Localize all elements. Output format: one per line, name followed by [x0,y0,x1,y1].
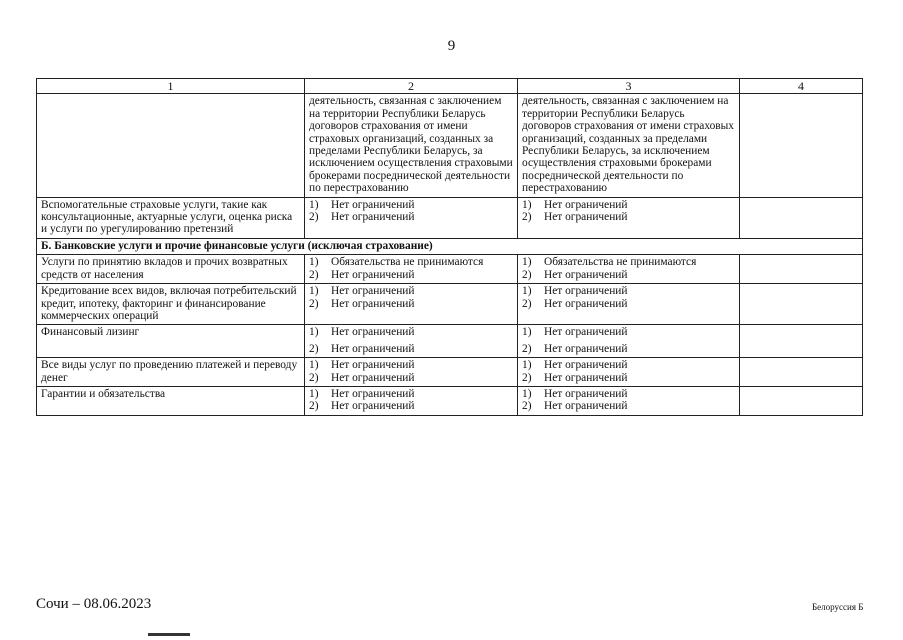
table-row [37,284,863,325]
option-number: 1) [522,198,532,211]
cell-additional [740,197,863,238]
option-number: 1) [522,387,532,400]
option-line [309,269,513,281]
option-number: 1) [309,198,319,211]
option-line [309,326,513,338]
option-text: Нет ограничений [544,400,628,413]
option-number: 2) [522,400,532,413]
option-text: Нет ограничений [331,326,415,339]
cell-national-treatment [518,386,740,415]
option-number: 2) [309,371,319,384]
cell-service: Все виды услуг по проведению платежей и переводу денег [37,358,305,387]
option-number: 1) [309,359,319,372]
option-text: Нет ограничений [544,211,628,224]
option-line [309,211,513,223]
option-line [522,269,735,281]
cell-additional [740,94,863,197]
cell-national-treatment: деятельность, связанная с заключением на территории Республики Беларусь договоров страхования от имени страховых организаций, созданных за пределами Республики Беларусь, за исключением осуществления страховыми брокерами посреднической деятельности по перестрахованию [518,94,740,197]
cell-additional [740,284,863,325]
option-line [522,326,735,338]
option-number: 2) [309,400,319,413]
table-row [37,94,863,197]
option-line [309,388,513,400]
table-header-row [37,79,863,94]
option-line [522,211,735,223]
option-text: Нет ограничений [331,211,415,224]
column-header-2: 2 [305,79,518,94]
option-text: Нет ограничений [331,371,415,384]
option-number: 1) [309,256,319,269]
cell-service: Гарантии и обязательства [37,386,305,415]
option-number: 1) [309,326,319,339]
option-text: Нет ограничений [331,198,415,211]
cell-national-treatment [518,284,740,325]
option-text: Нет ограничений [544,387,628,400]
option-line [309,285,513,297]
option-text: Нет ограничений [331,342,415,355]
table-row [37,255,863,284]
cell-service: Финансовый лизинг [37,325,305,358]
option-line [309,256,513,268]
option-number: 1) [522,256,532,269]
cell-market-access: деятельность, связанная с заключением на территории Республики Беларусь договоров страхования от имени страховых организаций, созданных за пределами Республики Беларусь, за исключением осуществления страховыми брокерами посреднической деятельности по перестрахованию [305,94,518,197]
cell-market-access [305,386,518,415]
option-text: Нет ограничений [331,268,415,281]
table-row [37,386,863,415]
option-text: Обязательства не принимаются [331,256,484,269]
section-row [37,238,863,254]
option-line [522,298,735,310]
cell-additional [740,386,863,415]
option-line [309,199,513,211]
option-text: Нет ограничений [544,371,628,384]
option-number: 2) [309,297,319,310]
table-row [37,197,863,238]
option-number: 2) [309,342,319,355]
option-line [522,400,735,412]
column-header-3: 3 [518,79,740,94]
option-line [522,359,735,371]
option-text: Нет ограничений [544,285,628,298]
option-text: Нет ограничений [331,297,415,310]
option-number: 2) [522,268,532,281]
cell-market-access [305,284,518,325]
option-number: 2) [309,211,319,224]
cell-national-treatment [518,255,740,284]
option-text: Нет ограничений [544,297,628,310]
cell-additional [740,358,863,387]
option-line [522,343,735,355]
option-line [309,359,513,371]
commitments-table-body [37,79,863,416]
option-number: 1) [522,285,532,298]
option-number: 1) [309,285,319,298]
option-text: Нет ограничений [544,342,628,355]
option-number: 2) [522,371,532,384]
option-line [522,388,735,400]
option-line [309,343,513,355]
page-number: 9 [447,38,456,54]
option-number: 2) [522,342,532,355]
cell-service: Кредитование всех видов, включая потребительский кредит, ипотеку, факторинг и финансирование коммерческих операций [37,284,305,325]
option-line [522,372,735,384]
commitments-table [36,78,863,416]
option-text: Нет ограничений [544,359,628,372]
option-number: 2) [522,297,532,310]
cell-market-access [305,358,518,387]
option-text: Нет ограничений [331,359,415,372]
option-text: Нет ограничений [544,326,628,339]
option-text: Нет ограничений [331,285,415,298]
option-line [309,400,513,412]
cell-national-treatment [518,325,740,358]
cell-national-treatment [518,197,740,238]
table-row [37,325,863,358]
option-line [309,372,513,384]
option-number: 2) [309,268,319,281]
section-heading: Б. Банковские услуги и прочие финансовые услуги (исключая страхование) [37,238,863,254]
option-number: 1) [309,387,319,400]
cell-national-treatment [518,358,740,387]
option-number: 1) [522,326,532,339]
cell-additional [740,325,863,358]
cell-market-access [305,197,518,238]
cell-market-access [305,325,518,358]
cell-service [37,94,305,197]
scan-artifact [148,633,190,636]
option-text: Нет ограничений [331,387,415,400]
option-text: Обязательства не принимаются [544,256,697,269]
cell-service: Вспомогательные страховые услуги, такие как консультационные, актуарные услуги, оценка риска и услуги по урегулированию претензий [37,197,305,238]
option-number: 1) [522,359,532,372]
cell-additional [740,255,863,284]
option-line [522,256,735,268]
option-text: Нет ограничений [544,198,628,211]
option-line [309,298,513,310]
column-header-1: 1 [37,79,305,94]
option-line [522,199,735,211]
footer-place-date: Сочи – 08.06.2023 [36,596,152,612]
table-row [37,358,863,387]
option-line [522,285,735,297]
column-header-4: 4 [740,79,863,94]
cell-market-access [305,255,518,284]
cell-service: Услуги по принятию вкладов и прочих возвратных средств от населения [37,255,305,284]
option-text: Нет ограничений [331,400,415,413]
footer-schedule-label: Белоруссия Б [812,602,864,612]
option-number: 2) [522,211,532,224]
option-text: Нет ограничений [544,268,628,281]
